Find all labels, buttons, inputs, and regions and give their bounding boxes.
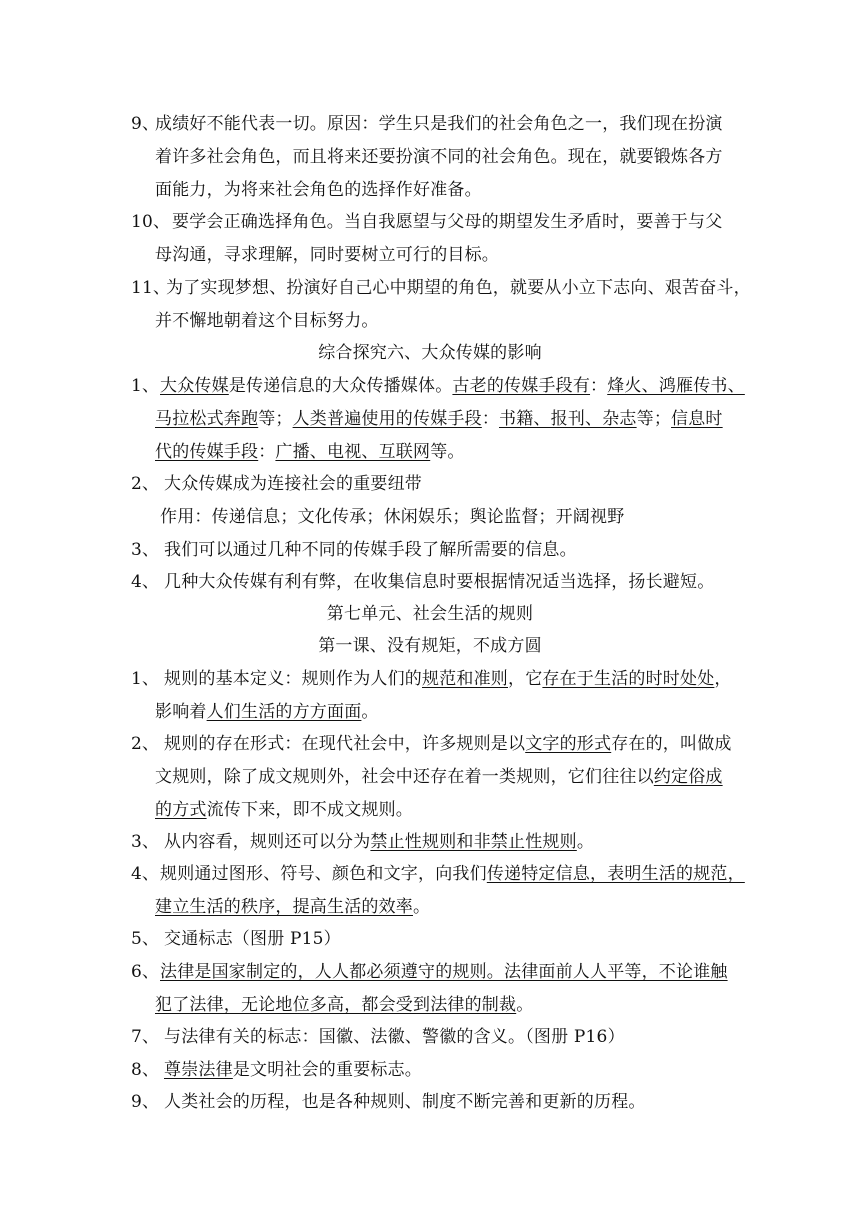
item-text xyxy=(164,732,732,756)
item-text: 母沟通，寻求理解，同时要树立可行的目标。 xyxy=(155,245,499,265)
item-number: 7、 xyxy=(131,1027,160,1047)
underlined-term: 大众传媒 xyxy=(160,376,229,396)
text-run: 文规则，除了成文规则外，社会中还存在着一类规则，它们往往以 xyxy=(155,767,654,787)
underlined-term: 广播、电视、互联网 xyxy=(275,442,431,462)
underlined-term: 信息时 xyxy=(671,409,723,429)
item-number: 1、 xyxy=(131,669,160,689)
item-text xyxy=(155,440,465,464)
underlined-term: 犯了法律，无论地位多高，都会受到法律的制裁 xyxy=(155,995,517,1015)
item-number: 1、 xyxy=(131,376,160,396)
underlined-term: 尊崇法律 xyxy=(164,1060,233,1080)
underlined-term: 书籍、报刊、杂志 xyxy=(499,409,637,429)
item-text xyxy=(155,798,413,822)
item-text: 要学会正确选择角色。当自我愿望与父母的期望发生矛盾时，要善于与父 xyxy=(172,212,723,232)
item-number: 6、 xyxy=(131,962,160,982)
text-run: 流传下来，即不成文规则。 xyxy=(206,800,414,820)
item-number: 3、 xyxy=(131,540,160,560)
item-text xyxy=(164,830,594,854)
text-run: ： xyxy=(258,442,276,462)
text-run: 。 xyxy=(413,897,431,917)
item-text xyxy=(164,1058,422,1082)
text-run: 规则的基本定义：规则作为人们的 xyxy=(164,669,422,689)
text-run: 是传递信息的大众传播媒体。 xyxy=(228,376,453,396)
item-number: 11、 xyxy=(131,278,171,298)
text-run: 从内容看，规则还可以分为 xyxy=(164,832,371,852)
text-run: ， xyxy=(714,669,732,689)
item-text xyxy=(160,374,745,398)
text-run: 存在的，叫做成 xyxy=(611,734,732,754)
item-text: 交通标志（图册 P15） xyxy=(164,929,341,949)
underlined-term: 禁止性规则和非禁止性规则 xyxy=(370,832,577,852)
underlined-term: 人类普遍使用的传媒手段 xyxy=(292,409,482,429)
text-run: 等。 xyxy=(430,442,465,462)
item-number: 8、 xyxy=(131,1060,160,1080)
underlined-term: 马拉松式奔跑 xyxy=(155,409,259,429)
item-text xyxy=(155,993,533,1017)
item-number: 9、 xyxy=(131,1092,160,1112)
item-text: 人类社会的历程，也是各种规则、制度不断完善和更新的历程。 xyxy=(164,1092,646,1112)
item-text: 着许多社会角色，而且将来还要扮演不同的社会角色。现在，就要锻炼各方 xyxy=(155,147,723,167)
underlined-term: 文字的形式 xyxy=(525,734,612,754)
underlined-term: 约定俗成 xyxy=(653,767,723,787)
item-text xyxy=(155,407,723,431)
item-number: 10、 xyxy=(131,212,171,232)
text-run: 影响着 xyxy=(155,702,207,722)
item-text: 作用：传递信息；文化传承；休闲娱乐；舆论监督；开阔视野 xyxy=(160,507,625,527)
item-text: 大众传媒成为连接社会的重要纽带 xyxy=(164,474,422,494)
item-text xyxy=(155,765,723,789)
item-text: 我们可以通过几种不同的传媒手段了解所需要的信息。 xyxy=(164,540,577,560)
item-number: 3、 xyxy=(131,832,160,852)
underlined-term: 存在于生活的时时处处 xyxy=(542,669,715,689)
item-text xyxy=(155,700,379,724)
item-number: 9、 xyxy=(131,114,160,134)
text-run: 。 xyxy=(516,995,534,1015)
underlined-term: 烽火、鸿雁传书、 xyxy=(607,376,745,396)
underlined-term: 的方式 xyxy=(155,800,207,820)
text-run: ： xyxy=(590,376,608,396)
text-run: ： xyxy=(481,409,500,429)
lesson-heading: 第一课、没有规矩，不成方圆 xyxy=(318,636,542,656)
text-run: 规则的存在形式：在现代社会中，许多规则是以 xyxy=(164,734,526,754)
underlined-term: 人们生活的方方面面 xyxy=(206,702,362,722)
underlined-term: 古老的传媒手段有 xyxy=(452,376,591,396)
item-text xyxy=(164,667,732,691)
text-run: 等； xyxy=(258,409,293,429)
item-number: 2、 xyxy=(131,734,160,754)
unit-heading: 第七单元、社会生活的规则 xyxy=(326,604,534,624)
underlined-term: 传递特定信息，表明生活的规范， xyxy=(486,864,745,884)
item-number: 4、 xyxy=(131,864,160,884)
item-text: 并不懈地朝着这个目标努力。 xyxy=(155,311,379,331)
item-text: 为了实现梦想、扮演好自己心中期望的角色，就要从小立下志向、艰苦奋斗， xyxy=(166,278,751,298)
item-text: 成绩好不能代表一切。原因：学生只是我们的社会角色之一，我们现在扮演 xyxy=(155,114,723,134)
text-run: 。 xyxy=(576,832,595,852)
item-number: 2、 xyxy=(131,474,160,494)
item-text xyxy=(155,895,430,919)
section-heading: 综合探究六、大众传媒的影响 xyxy=(318,343,542,363)
underlined-term: 规范和准则 xyxy=(422,669,508,689)
item-text: 与法律有关的标志：国徽、法徽、警徽的含义。（图册 P16） xyxy=(164,1027,625,1047)
text-run: 是文明社会的重要标志。 xyxy=(232,1060,423,1080)
text-run: 规则通过图形、符号、颜色和文字，向我们 xyxy=(160,864,487,884)
item-text: 法律是国家制定的，人人都必须遵守的规则。法律面前人人平等，不论谁触 xyxy=(160,962,728,982)
underlined-term: 建立生活的秩序，提高生活的效率 xyxy=(155,897,413,917)
text-run: 。 xyxy=(361,702,379,722)
item-number: 4、 xyxy=(131,572,160,592)
item-text: 几种大众传媒有利有弊，在收集信息时要根据情况适当选择，扬长避短。 xyxy=(164,572,715,592)
item-text: 面能力，为将来社会角色的选择作好准备。 xyxy=(155,180,482,200)
underlined-term: 代的传媒手段 xyxy=(155,442,259,462)
text-run: ，它 xyxy=(508,669,543,689)
item-number: 5、 xyxy=(131,929,160,949)
text-run: 等； xyxy=(636,409,672,429)
item-text xyxy=(160,862,745,886)
